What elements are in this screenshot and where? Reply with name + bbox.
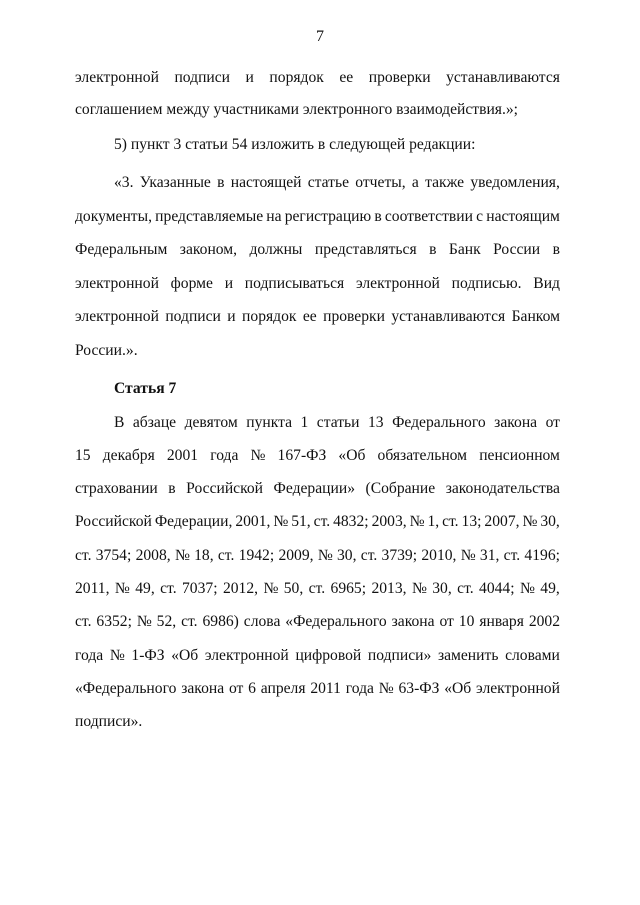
text-line	[75, 646, 560, 666]
text-line	[75, 207, 560, 227]
word: 30,	[432, 580, 452, 597]
word: проверки	[323, 308, 385, 325]
word: порядок	[242, 308, 297, 325]
word: электронной	[204, 647, 289, 664]
word: электронной	[355, 275, 440, 292]
word: ст.	[160, 580, 177, 597]
word: 167-ФЗ	[277, 447, 327, 464]
word: уведомления,	[470, 174, 560, 191]
word: словами	[505, 647, 560, 664]
word: 2001,	[235, 513, 271, 530]
word: 63-ФЗ	[398, 680, 440, 697]
word: девятом	[184, 414, 238, 431]
word: 2012,	[222, 580, 259, 597]
word: представляемые	[155, 208, 264, 225]
word: 15	[75, 447, 91, 464]
word: 2007,	[484, 513, 520, 530]
word: 10	[458, 613, 475, 630]
word: документы,	[75, 208, 153, 225]
word: отчеты,	[355, 174, 406, 191]
word: 2003,	[371, 513, 407, 530]
word: подписи	[165, 308, 221, 325]
word: 2010,	[421, 547, 457, 564]
word: закона	[494, 414, 538, 431]
word: от	[228, 680, 244, 697]
word: подписываться	[244, 275, 345, 292]
word: 1942;	[238, 547, 275, 564]
word: 30,	[540, 513, 560, 530]
text-line: соглашением между участниками электронного взаимодействия.»;	[75, 101, 519, 118]
word: «3.	[114, 174, 134, 191]
word: 1-ФЗ	[131, 647, 165, 664]
word: и	[224, 275, 234, 292]
word: статье	[307, 174, 350, 191]
word: 3754;	[95, 547, 132, 564]
word: ст.	[313, 513, 331, 530]
word: 3739;	[381, 547, 418, 564]
word: пенсионном	[479, 447, 560, 464]
word: закона	[391, 613, 435, 630]
word: 50,	[283, 580, 304, 597]
word: 4832;	[333, 513, 369, 530]
word: и	[245, 69, 254, 86]
word: Банк	[448, 241, 481, 258]
word: 31,	[479, 547, 500, 564]
word: в	[429, 241, 437, 258]
word: должны	[249, 241, 303, 258]
word: в	[374, 208, 382, 225]
word: ст.	[503, 547, 521, 564]
word: Банком	[511, 308, 560, 325]
word: 1,	[427, 513, 440, 530]
text-line	[75, 307, 560, 327]
word: 2008,	[135, 547, 171, 564]
word: ст.	[181, 613, 198, 630]
word: электронной	[75, 69, 159, 86]
word: 2001	[166, 447, 199, 464]
word: цифровой	[295, 647, 362, 664]
word: 30,	[337, 547, 357, 564]
text-line	[75, 274, 560, 294]
word: В	[114, 414, 125, 431]
word: 7037;	[182, 580, 218, 597]
word: Федерации»	[273, 480, 355, 497]
text-line	[75, 68, 560, 88]
word: ст.	[360, 547, 378, 564]
word: №	[114, 580, 130, 597]
text-line: России.».	[75, 342, 138, 359]
word: Федерального	[392, 414, 486, 431]
word: №	[378, 680, 394, 697]
word: ее	[302, 308, 317, 325]
word: устанавливаются	[446, 69, 560, 86]
word: января	[479, 613, 524, 630]
word: законодательства	[445, 480, 560, 497]
text-line	[75, 512, 560, 532]
text-line	[114, 413, 560, 433]
word: на	[266, 208, 282, 225]
word: настоящим	[486, 208, 560, 225]
word: №	[411, 580, 427, 597]
word: ст.	[442, 513, 459, 530]
word: 2013,	[371, 580, 407, 597]
word: года	[345, 680, 374, 697]
word: 4196;	[524, 547, 560, 564]
word: года	[75, 647, 104, 664]
word: «Федерального	[285, 613, 387, 630]
word: 51,	[291, 513, 311, 530]
word: ст.	[217, 547, 235, 564]
word: 2009,	[278, 547, 314, 564]
text-line	[75, 546, 560, 566]
word: «Об	[338, 447, 366, 464]
word: №	[460, 547, 476, 564]
word: слова	[243, 613, 281, 630]
word: №	[250, 447, 266, 464]
word: №	[519, 580, 535, 597]
word: электронной	[75, 275, 159, 292]
text-line	[75, 479, 560, 499]
word: 6352;	[96, 613, 132, 630]
word: регистрацию	[284, 208, 372, 225]
word: законом,	[179, 241, 238, 258]
word: №	[136, 613, 152, 630]
word: проверки	[368, 69, 431, 86]
word: также	[425, 174, 465, 191]
word: декабря	[102, 447, 155, 464]
word: 6986)	[202, 613, 239, 630]
word: а	[411, 174, 419, 191]
word: с	[476, 208, 484, 225]
word: ее	[339, 69, 354, 86]
word: №	[109, 647, 125, 664]
word: от	[545, 414, 560, 431]
word: №	[409, 513, 425, 530]
word: закона	[181, 680, 225, 697]
word: заменить	[437, 647, 499, 664]
word: настоящей	[230, 174, 302, 191]
word: ст.	[457, 580, 474, 597]
text-line: 5) пункт 3 статьи 54 изложить в следующей редакции:	[114, 136, 476, 153]
article-heading: Статья 7	[114, 380, 177, 397]
word: 13;	[461, 513, 482, 530]
word: 52,	[156, 613, 177, 630]
word: в	[168, 480, 176, 497]
word: Вид	[533, 275, 560, 292]
word: Федерации,	[154, 513, 233, 530]
word: ст.	[308, 580, 326, 597]
word: 49,	[135, 580, 155, 597]
word: 2002	[528, 613, 560, 630]
word: апреля	[260, 680, 306, 697]
text-line	[75, 612, 560, 632]
text-line	[75, 679, 560, 699]
word: ст.	[75, 613, 92, 630]
word: в	[217, 174, 225, 191]
word: Указанные	[139, 174, 211, 191]
word: электронной	[75, 308, 159, 325]
word: 6	[248, 680, 256, 697]
word: от	[439, 613, 454, 630]
word: абзаце	[132, 414, 177, 431]
word: №	[317, 547, 333, 564]
text-line: подписи».	[75, 713, 143, 730]
word: подписи»	[367, 647, 432, 664]
word: России	[493, 241, 541, 258]
word: представляться	[314, 241, 417, 258]
word: №	[522, 513, 538, 530]
word: подписи	[174, 69, 231, 86]
word: 2011	[310, 680, 341, 697]
word: №	[273, 513, 289, 530]
word: форме	[170, 275, 213, 292]
word: в	[552, 241, 560, 258]
word: Российской	[75, 513, 152, 530]
word: Федеральным	[75, 241, 168, 258]
text-line	[114, 173, 560, 193]
word: порядок	[269, 69, 324, 86]
word: 18,	[194, 547, 214, 564]
word: «Об	[171, 647, 199, 664]
text-line	[75, 446, 560, 466]
word: года	[210, 447, 239, 464]
word: 2011,	[75, 580, 110, 597]
word: ст.	[75, 547, 92, 564]
word: устанавливаются	[391, 308, 506, 325]
word: Российской	[186, 480, 264, 497]
word: 13	[368, 414, 384, 431]
text-line	[75, 240, 560, 260]
word: «Об	[444, 680, 472, 697]
word: 49,	[540, 580, 560, 597]
word: и	[227, 308, 236, 325]
word: обязательном	[377, 447, 468, 464]
word: №	[263, 580, 279, 597]
word: 4044;	[479, 580, 515, 597]
word: «Федерального	[75, 680, 177, 697]
word: 6965;	[330, 580, 367, 597]
word: 1	[300, 414, 309, 431]
word: пункта	[246, 414, 293, 431]
word: соответствии	[384, 208, 473, 225]
word: №	[174, 547, 190, 564]
word: электронной	[476, 680, 560, 697]
text-line	[75, 579, 560, 599]
word: статьи	[316, 414, 360, 431]
word: страховании	[75, 480, 158, 497]
word: подписью.	[451, 275, 522, 292]
word: (Собрание	[365, 480, 436, 497]
page-number: 7	[316, 28, 324, 45]
